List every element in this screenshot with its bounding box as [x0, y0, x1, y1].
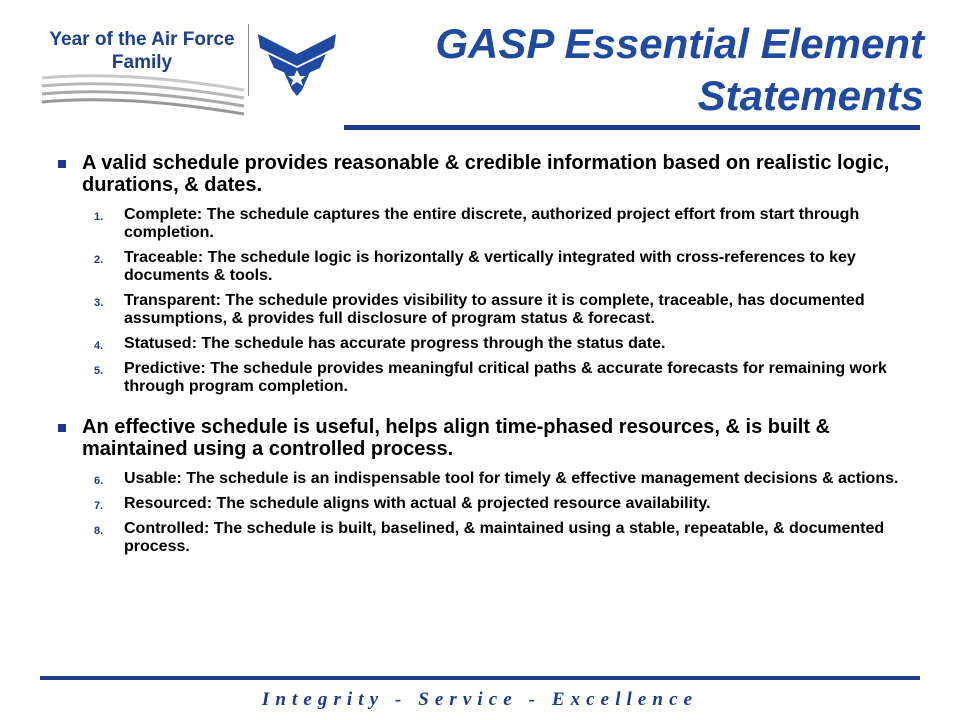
- list-number: 7.: [94, 500, 104, 512]
- list-item-complete: [54, 206, 924, 242]
- list-text: Resourced: The schedule aligns with actual & projected resource availability.: [124, 495, 711, 512]
- bullet-square-icon: [58, 160, 66, 168]
- logo-text: [42, 28, 242, 74]
- list-item-controlled: [54, 520, 924, 556]
- bullet-valid-schedule: [54, 152, 924, 196]
- list-item-predictive: [54, 360, 924, 396]
- list-number: 8.: [94, 525, 104, 537]
- list-text: Predictive: The schedule provides meaningful critical paths & accurate forecasts for remaining work through program completion.: [124, 360, 887, 395]
- list-text: Statused: The schedule has accurate progress through the status date.: [124, 335, 666, 352]
- list-number: 6.: [94, 475, 104, 487]
- footer-rule: [40, 676, 920, 680]
- list-number: 1.: [94, 211, 104, 223]
- list-item-traceable: [54, 249, 924, 285]
- title-line-1: GASP Essential Element: [435, 20, 924, 67]
- logo-divider: [248, 24, 249, 96]
- list-number: 4.: [94, 340, 104, 352]
- list-text: Usable: The schedule is an indispensable tool for timely & effective management decisions & actions.: [124, 470, 899, 487]
- bullet-text: An effective schedule is useful, helps align time-phased resources, & is built & maintained using a controlled process.: [82, 416, 830, 460]
- swoosh-icon: [34, 72, 249, 116]
- list-number: 2.: [94, 254, 104, 266]
- list-item-resourced: [54, 495, 924, 513]
- list-item-statused: [54, 335, 924, 353]
- list-text: Controlled: The schedule is built, baselined, & maintained using a stable, repeatable, & documented process.: [124, 520, 885, 555]
- title-rule: [344, 125, 920, 130]
- footer-motto: Integrity - Service - Excellence: [261, 689, 699, 710]
- list-text: Traceable: The schedule logic is horizontally & vertically integrated with cross-references to key documents & tools.: [124, 249, 856, 284]
- list-text: Complete: The schedule captures the entire discrete, authorized project effort from start through completion.: [124, 206, 860, 241]
- year-of-air-force-family-logo: [34, 14, 364, 114]
- logo-line-1: Year of the Air Force: [49, 29, 235, 50]
- page-title: [364, 18, 924, 122]
- bullet-text: A valid schedule provides reasonable & credible information based on realistic logic, durations, & dates.: [82, 152, 890, 196]
- list-number: 5.: [94, 365, 104, 377]
- list-text: Transparent: The schedule provides visibility to assure it is complete, traceable, has documented assumptions, & provides full disclosure of program status & forecast.: [124, 292, 865, 327]
- list-number: 3.: [94, 297, 104, 309]
- list-item-transparent: [54, 292, 924, 328]
- bullet-effective-schedule: [54, 416, 924, 460]
- logo-line-2: Family: [111, 52, 173, 73]
- bullet-square-icon: [58, 424, 66, 432]
- slide-body: [54, 152, 924, 563]
- list-item-usable: [54, 470, 924, 488]
- title-line-2: Statements: [697, 72, 924, 119]
- air-force-symbol-icon: [256, 26, 338, 98]
